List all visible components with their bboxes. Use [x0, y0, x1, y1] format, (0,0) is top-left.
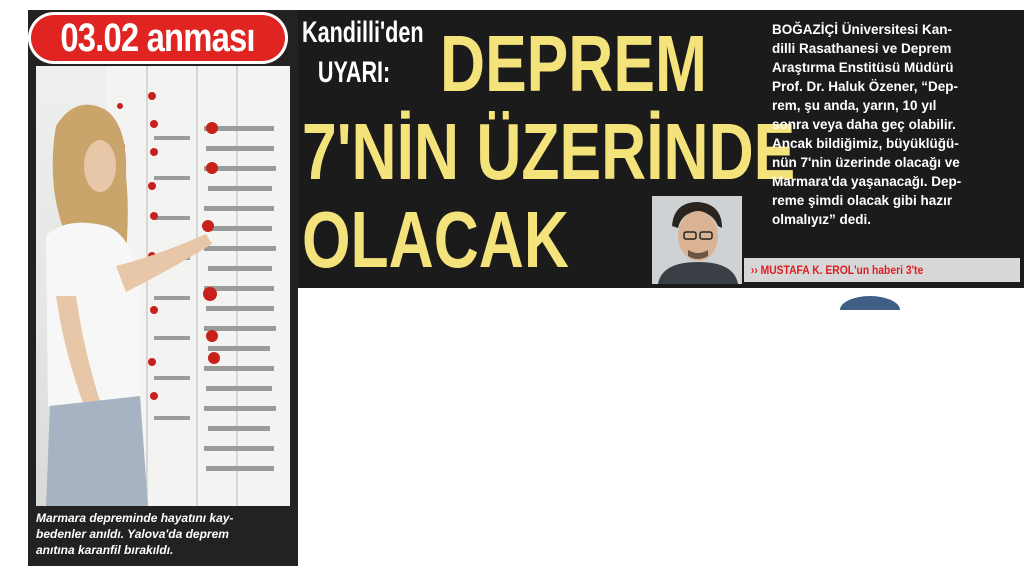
- article-line: Marmara'da yaşanacağı. Dep-: [772, 174, 962, 189]
- caption-line: bedenler anıldı. Yalova'da deprem: [36, 527, 229, 541]
- kicker-line-2: UYARI:: [317, 56, 391, 89]
- headline-line-1: DEPREM: [440, 19, 707, 108]
- article-text: [772, 20, 1018, 229]
- article-line: Ancak bildiğimiz, büyüklüğü-: [772, 136, 959, 151]
- byline-text: ›› MUSTAFA K. EROL'un haberi 3'te: [750, 263, 924, 277]
- caption-line: Marmara depreminde hayatını kay-: [36, 511, 234, 525]
- memorial-photo: [36, 66, 290, 506]
- badge-text: 03.02 anması: [60, 15, 256, 60]
- article-line: Prof. Dr. Haluk Özener, “Dep-: [772, 79, 959, 94]
- article-line: dilli Rasathanesi ve Deprem: [772, 41, 952, 56]
- headline-kicker: [302, 16, 424, 90]
- headline-panel: [298, 10, 1024, 288]
- caption-line: anıtına karanfil bırakıldı.: [36, 543, 174, 557]
- headline-line-2: 7'NİN ÜZERİNDE: [302, 107, 796, 196]
- blue-arc-decoration: [838, 288, 902, 310]
- article-line: rem, şu anda, yarın, 10 yıl: [772, 98, 937, 113]
- article-line: reme şimdi olacak gibi hazır: [772, 193, 953, 208]
- memorial-photo-illustration: [36, 66, 290, 506]
- kicker-line-1: Kandilli'den: [302, 16, 424, 49]
- article-line: Araştırma Enstitüsü Müdürü: [772, 60, 954, 75]
- author-portrait: [652, 196, 742, 284]
- headline-line-3: OLACAK: [302, 195, 569, 284]
- byline-bar: [744, 258, 1020, 282]
- article-line: nün 7'nin üzerinde olacağı ve: [772, 155, 960, 170]
- article-line: olmalıyız” dedi.: [772, 212, 872, 227]
- author-portrait-illustration: [652, 196, 742, 284]
- article-line: BOĞAZİÇİ Üniversitesi Kan-: [772, 22, 953, 37]
- article-line: sonra veya daha geç olabilir.: [772, 117, 956, 132]
- photo-caption: [36, 510, 286, 558]
- date-badge: [28, 12, 288, 64]
- blue-arc-shape: [838, 288, 902, 310]
- photo-panel: [28, 10, 298, 566]
